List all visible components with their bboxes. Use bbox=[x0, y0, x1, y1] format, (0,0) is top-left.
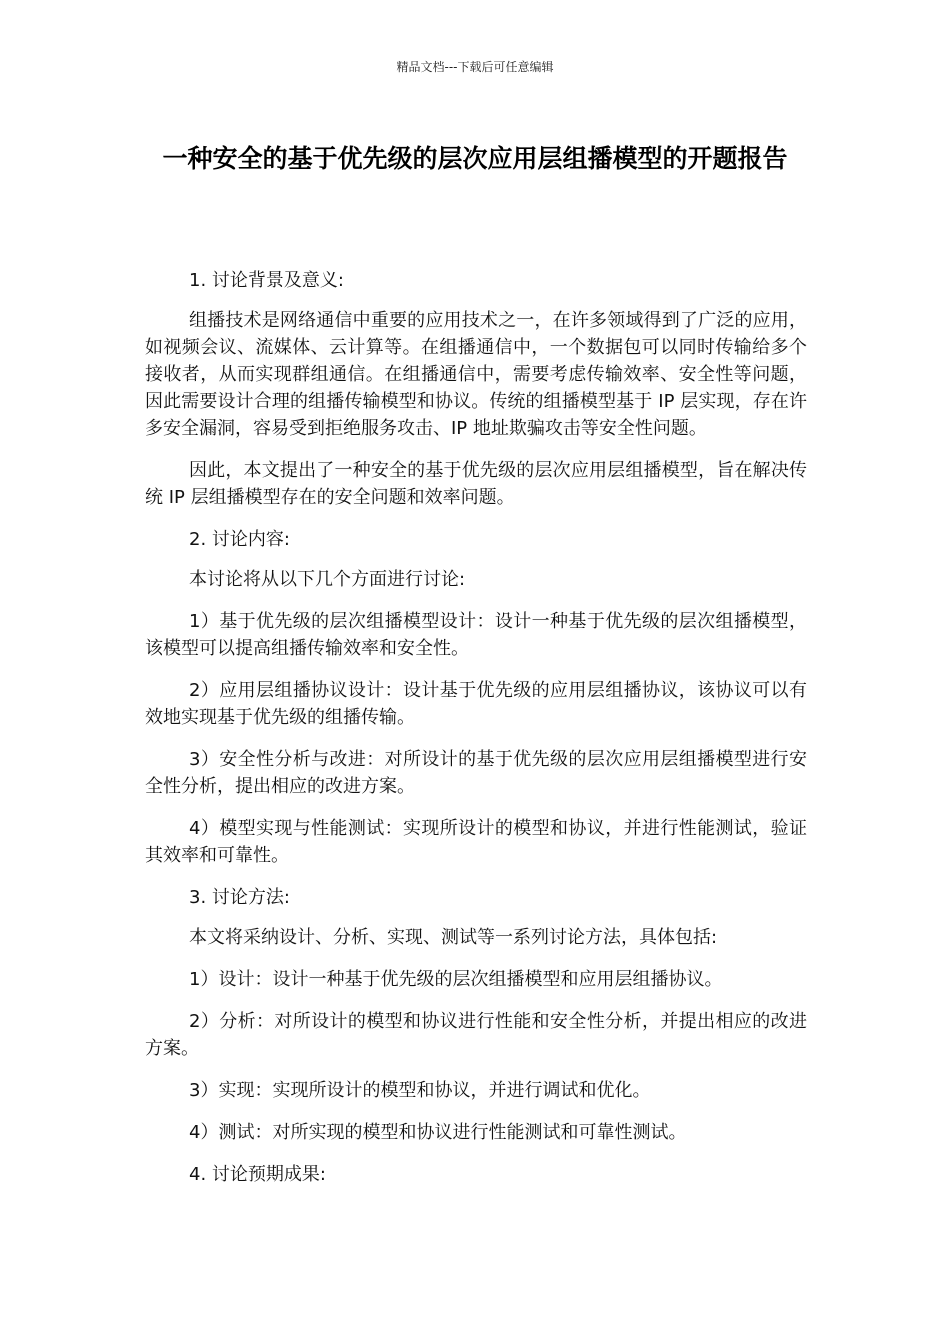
list-item-content-1: 1）基于优先级的层次组播模型设计：设计一种基于优先级的层次组播模型，该模型可以提高组播传输效率和安全性。 bbox=[145, 611, 807, 659]
paragraph-background-1: 组播技术是网络通信中重要的应用技术之一，在许多领域得到了广泛的应用，如视频会议、流媒体、云计算等。在组播通信中，一个数据包可以同时传输给多个接收者，从而实现群组通信。在组播通信中，需要考虑传输效率、安全性等问题，因此需要设计合理的组播传输模型和协议。传统的组播模型基于 IP 层实现，存在许多安全漏洞，容易受到拒绝服务攻击、IP 地址欺骗攻击等安全性问题。 bbox=[145, 310, 807, 439]
paragraph-method-intro: 本文将采纳设计、分析、实现、测试等一系列讨论方法，具体包括: bbox=[189, 927, 718, 948]
list-item-content-4: 4）模型实现与性能测试：实现所设计的模型和协议，并进行性能测试，验证其效率和可靠性。 bbox=[145, 818, 807, 866]
list-item-method-1: 1）设计：设计一种基于优先级的层次组播模型和应用层组播协议。 bbox=[189, 969, 723, 990]
header-note: 精品文档---下载后可任意编辑 bbox=[396, 60, 554, 74]
paragraph-background-2: 因此，本文提出了一种安全的基于优先级的层次应用层组播模型，旨在解决传统 IP 层组播模型存在的安全问题和效率问题。 bbox=[145, 460, 807, 508]
section-heading-content: 2. 讨论内容: bbox=[189, 529, 290, 550]
section-heading-background: 1. 讨论背景及意义: bbox=[189, 270, 344, 291]
paragraph-content-intro: 本讨论将从以下几个方面进行讨论: bbox=[189, 569, 466, 590]
list-item-content-3: 3）安全性分析与改进：对所设计的基于优先级的层次应用层组播模型进行安全性分析，提出相应的改进方案。 bbox=[145, 749, 807, 797]
list-item-method-4: 4）测试：对所实现的模型和协议进行性能测试和可靠性测试。 bbox=[189, 1122, 687, 1143]
section-heading-method: 3. 讨论方法: bbox=[189, 887, 290, 908]
list-item-method-2: 2）分析：对所设计的模型和协议进行性能和安全性分析，并提出相应的改进方案。 bbox=[145, 1011, 807, 1059]
section-heading-outcomes: 4. 讨论预期成果: bbox=[189, 1164, 326, 1185]
list-item-content-2: 2）应用层组播协议设计：设计基于优先级的应用层组播协议，该协议可以有效地实现基于优先级的组播传输。 bbox=[145, 680, 807, 728]
document-title: 一种安全的基于优先级的层次应用层组播模型的开题报告 bbox=[162, 144, 788, 173]
list-item-method-3: 3）实现：实现所设计的模型和协议，并进行调试和优化。 bbox=[189, 1080, 651, 1101]
document-body bbox=[145, 267, 807, 1201]
